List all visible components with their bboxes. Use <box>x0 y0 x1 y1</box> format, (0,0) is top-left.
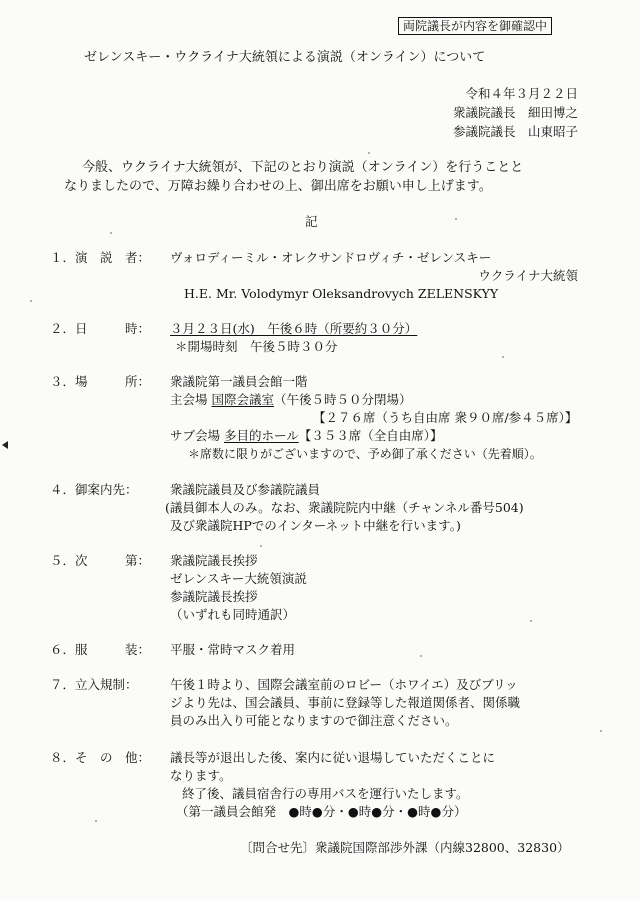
main-venue-line <box>170 392 412 408</box>
scan-speck <box>502 356 504 358</box>
item-speaker-label: １．演 説 者： <box>50 250 151 265</box>
scan-speck <box>30 300 32 302</box>
sub-venue-prefix: サブ会場 <box>170 428 221 443</box>
review-stamp: 両院議長が内容を御確認中 <box>398 17 552 35</box>
item-venue-label: ３．場 所： <box>50 374 151 389</box>
venue-building: 衆議院第一議員会館一階 <box>170 374 308 389</box>
program-step-1: 衆議院議長挨拶 <box>170 553 258 568</box>
intro-line-2: なりましたので、万障お繰り合わせの上、御出席をお願い申し上げます。 <box>64 179 492 194</box>
event-datetime: ３月２３日(水) 午後６時（所要約３０分） <box>170 321 418 336</box>
scan-speck <box>530 620 532 622</box>
main-venue-close: （午後５時５０分閉場） <box>274 392 412 407</box>
item-invitees-label: ４．御案内先： <box>50 482 138 497</box>
program-step-3: 参議院議長挨拶 <box>170 589 258 604</box>
left-margin-marker <box>2 441 8 449</box>
item-program-label: ５．次 第： <box>50 553 151 568</box>
access-line-2: ジより先は、国会議員、事前に登録等した報道関係者、関係職 <box>170 695 521 710</box>
invitees-main: 衆議院議員及び参議院議員 <box>170 482 321 497</box>
intro-line-1: 今般、ウクライナ大統領が、下記のとおり演説（オンライン）を行うことと <box>82 160 524 175</box>
item-other-label: ８．そ の 他： <box>50 750 151 765</box>
item-datetime-label: ２．日 時： <box>50 321 151 336</box>
main-venue-prefix: 主会場 <box>170 392 208 407</box>
doors-open-time: ＊開場時刻 午後５時３０分 <box>175 339 338 354</box>
scan-speck <box>110 232 112 234</box>
other-line-2: なります。 <box>170 768 232 783</box>
sender-lower-house: 衆議院議長 細田博之 <box>452 105 578 120</box>
speaker-name-english: H.E. Mr. Volodymyr Oleksandrovych ZELENSKYY <box>184 286 499 301</box>
document-title: ゼレンスキー・ウクライナ大統領による演説（オンライン）について <box>84 50 486 65</box>
scan-speck <box>420 655 422 657</box>
main-venue-seats: 【２７６席（うち自由席 衆９０席/参４５席）】 <box>313 410 578 425</box>
ki-heading: 記 <box>305 214 318 229</box>
sender-upper-house: 参議院議長 山東昭子 <box>452 124 578 139</box>
date: 令和４年３月２２日 <box>465 86 578 101</box>
access-line-1: 午後１時より、国際会議室前のロビー（ホワイエ）及びブリッ <box>170 677 518 692</box>
scan-speck <box>455 218 457 220</box>
invitees-note-2: 及び衆議院HPでのインターネット中継を行います。) <box>170 518 461 533</box>
scan-speck <box>95 820 97 822</box>
dress-code: 平服・常時マスク着用 <box>170 642 296 657</box>
program-note: （いずれも同時通訳） <box>170 607 296 622</box>
access-line-3: 員のみ出入り可能となりますので御注意ください。 <box>170 713 458 728</box>
sub-venue-line <box>170 428 443 444</box>
speaker-title: ウクライナ大統領 <box>478 268 578 283</box>
bus-schedule: （第一議員会館発 ●時●分・●時●分・●時●分） <box>176 804 467 819</box>
bus-notice: 終了後、議員宿舎行の専用バスを運行いたします。 <box>182 786 469 801</box>
scan-speck <box>600 730 602 732</box>
main-venue-room: 国際会議室 <box>211 392 275 407</box>
speaker-name-katakana: ヴォロディーミル・オレクサンドロヴィチ・ゼレンスキー <box>170 250 492 265</box>
scan-speck <box>368 152 370 154</box>
seating-note: ＊席数に限りがございますので、予め御了承ください（先着順）。 <box>188 447 542 461</box>
item-dress-label: ６．服 装： <box>50 642 151 657</box>
sub-venue-seats: 【３５３席（全自由席）】 <box>298 428 443 443</box>
other-line-1: 議長等が退出した後、案内に従い退場していただくことに <box>170 750 496 765</box>
invitees-note-1: (議員御本人のみ。なお、衆議院院内中継（チャンネル番号504) <box>165 500 524 515</box>
item-access-label: ７．立入規制： <box>50 677 138 692</box>
sub-venue-room: 多目的ホール <box>224 428 299 443</box>
scan-speck <box>260 545 262 547</box>
contact-info: 〔問合せ先〕衆議院国際部渉外課（内線32800、32830） <box>240 840 570 855</box>
program-step-2: ゼレンスキー大統領演説 <box>170 571 307 586</box>
